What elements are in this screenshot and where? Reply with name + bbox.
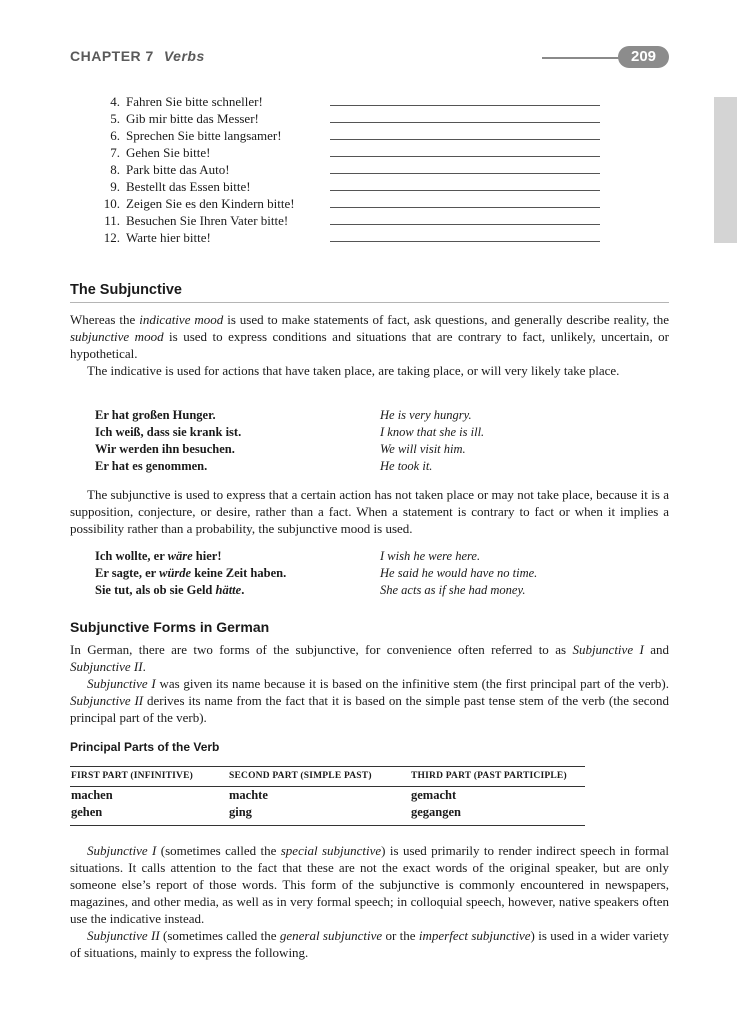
chapter-title: Verbs — [163, 48, 205, 64]
example-row — [95, 582, 655, 599]
exercise-item — [96, 144, 616, 161]
answer-blank[interactable] — [330, 139, 600, 140]
table-cell: ging — [229, 805, 252, 819]
paragraph-subjunctive-one: Subjunctive I (sometimes called the special subjunctive) is used primarily to render indirect speech in formal situations. It calls attention to the fact that these are not the exact words of the original speaker, but are only someone else’s report of those words. This form of the subjunctive is commonly encountered in newspapers, magazines, and other media, as well as in very formal speech; in colloquial speech, however, native speakers often use the indicative instead. — [70, 843, 669, 926]
table-title: Principal Parts of the Verb — [70, 740, 220, 754]
exercise-sentence: Warte hier bitte! — [126, 230, 211, 245]
exercise-item — [96, 229, 616, 246]
answer-blank[interactable] — [330, 207, 600, 208]
example-german: Wir werden ihn besuchen. — [95, 442, 235, 456]
table-cell: machte — [229, 788, 268, 802]
example-row — [95, 407, 655, 424]
exercise-item — [96, 93, 616, 110]
subjunctive-examples — [95, 548, 655, 599]
example-german: Ich wollte, er wäre hier! — [95, 549, 222, 563]
exercise-number: 7. — [110, 145, 120, 160]
table-top-rule — [70, 766, 585, 767]
exercise-item — [96, 195, 616, 212]
paragraph-two-forms: In German, there are two forms of the subjunctive, for convenience often referred to as Subjunctive I and Subjunctive II. — [70, 642, 669, 674]
exercise-list — [96, 93, 616, 246]
example-english: We will visit him. — [380, 442, 466, 456]
exercise-item — [96, 161, 616, 178]
indicative-examples — [95, 407, 655, 475]
subsection-title: Subjunctive Forms in German — [70, 619, 270, 635]
exercise-number: 10. — [103, 196, 120, 211]
exercise-sentence: Sprechen Sie bitte langsamer! — [126, 128, 282, 143]
exercise-number: 5. — [110, 111, 120, 126]
exercise-number: 9. — [110, 179, 120, 194]
exercise-number: 4. — [110, 94, 120, 109]
answer-blank[interactable] — [330, 156, 600, 157]
paragraph-subjunctive-two: Subjunctive II (sometimes called the general subjunctive or the imperfect subjunctive) is used in a wider variety of situations, mainly to express the following. — [70, 928, 669, 960]
column-header: FIRST PART (INFINITIVE) — [71, 771, 193, 781]
example-row — [95, 441, 655, 458]
exercise-number: 6. — [110, 128, 120, 143]
example-english: I wish he were here. — [380, 549, 481, 563]
paragraph-mood: Whereas the indicative mood is used to make statements of fact, ask questions, and generally describe reality, the subjunctive mood is used to express conditions and situations that are contrary to fact, unlikely, uncertain, or hypothetical. — [70, 312, 670, 361]
table-bottom-rule — [70, 825, 585, 826]
answer-blank[interactable] — [330, 173, 600, 174]
example-german: Er hat großen Hunger. — [95, 408, 216, 422]
table-cell: machen — [71, 788, 113, 802]
exercise-item — [96, 178, 616, 195]
table-cell: gemacht — [411, 788, 457, 802]
exercise-sentence: Fahren Sie bitte schneller! — [126, 94, 263, 109]
table-cell: gegangen — [411, 805, 461, 819]
example-english: He is very hungry. — [380, 408, 472, 422]
exercise-sentence: Gib mir bitte das Messer! — [126, 111, 259, 126]
page-header — [70, 46, 670, 68]
example-english: I know that she is ill. — [380, 425, 485, 439]
example-row — [95, 424, 655, 441]
section-title: The Subjunctive — [70, 282, 182, 298]
example-german: Er hat es genommen. — [95, 459, 208, 473]
exercise-sentence: Gehen Sie bitte! — [126, 145, 211, 160]
paragraph-form-names: Subjunctive I was given its name because it is based on the infinitive stem (the first principal part of the verb). Subjunctive II derives its name from the fact that it is based on the simple past tense stem of the verb (the second principal part of the verb). — [70, 676, 669, 725]
chapter-heading — [70, 48, 205, 64]
example-german: Er sagte, er würde keine Zeit haben. — [95, 566, 287, 580]
exercise-sentence: Park bitte das Auto! — [126, 162, 230, 177]
example-row — [95, 565, 655, 582]
chapter-label: CHAPTER 7 — [70, 48, 154, 64]
answer-blank[interactable] — [330, 224, 600, 225]
exercise-item — [96, 127, 616, 144]
column-header: THIRD PART (PAST PARTICIPLE) — [411, 771, 567, 781]
example-german: Sie tut, als ob sie Geld hätte. — [95, 583, 245, 597]
answer-blank[interactable] — [330, 122, 600, 123]
paragraph-subjunctive-use: The subjunctive is used to express that a certain action has not taken place or may not take place, because it is a supposition, conjecture, or desire, rather than a fact. When a statement is contrary to fact or when it implies a possibility rather than a probability, the subjunctive mood is used. — [70, 487, 669, 536]
exercise-number: 11. — [104, 213, 120, 228]
example-row — [95, 548, 655, 565]
side-thumb-tab — [714, 97, 737, 243]
example-row — [95, 458, 655, 475]
exercise-number: 12. — [103, 230, 120, 245]
exercise-item — [96, 212, 616, 229]
example-english: He said he would have no time. — [380, 566, 538, 580]
exercise-item — [96, 110, 616, 127]
exercise-sentence: Besuchen Sie Ihren Vater bitte! — [126, 213, 289, 228]
exercise-number: 8. — [110, 162, 120, 177]
section-rule — [70, 302, 669, 303]
exercise-sentence: Bestellt das Essen bitte! — [126, 179, 251, 194]
table-cell: gehen — [71, 805, 103, 819]
answer-blank[interactable] — [330, 105, 600, 106]
example-german: Ich weiß, dass sie krank ist. — [95, 425, 242, 439]
answer-blank[interactable] — [330, 241, 600, 242]
exercise-sentence: Zeigen Sie es den Kindern bitte! — [126, 196, 295, 211]
example-english: She acts as if she had money. — [380, 583, 526, 597]
page-number-badge: 209 — [618, 46, 669, 68]
column-header: SECOND PART (SIMPLE PAST) — [229, 771, 372, 781]
example-english: He took it. — [380, 459, 433, 473]
table-header-rule — [70, 786, 585, 787]
paragraph-indicative: The indicative is used for actions that have taken place, are taking place, or will very likely take place. — [87, 363, 620, 378]
answer-blank[interactable] — [330, 190, 600, 191]
